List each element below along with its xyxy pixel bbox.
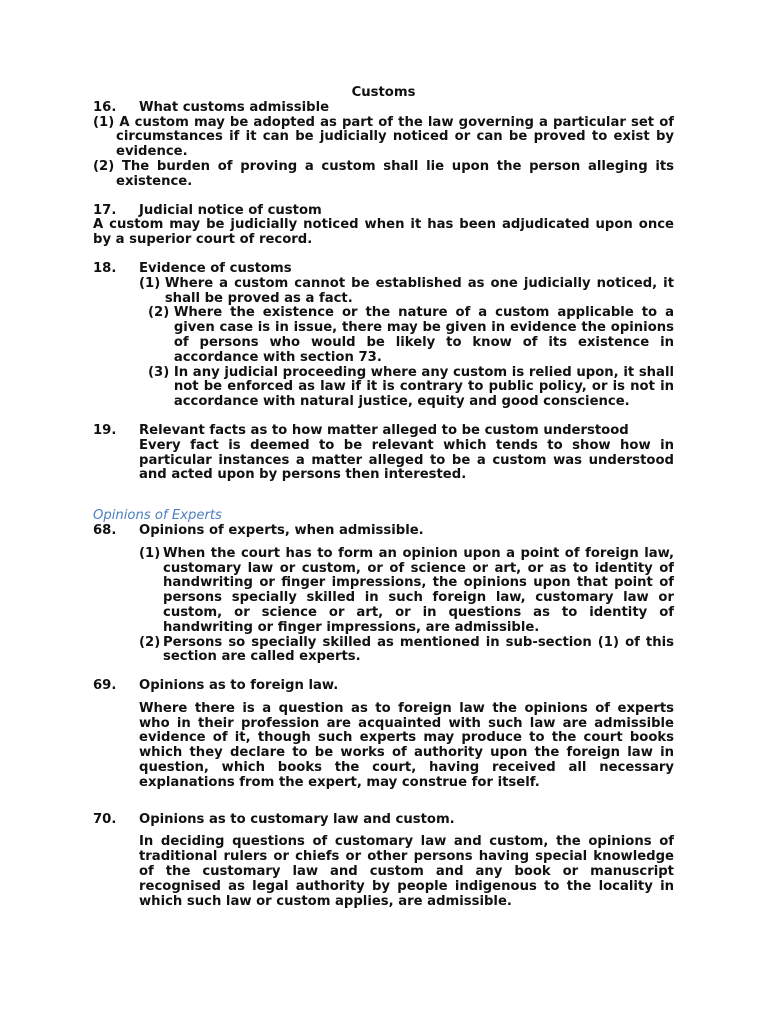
section-number: 19. (93, 422, 117, 438)
section-16-item-2: (2) The burden of proving a custom shall lie upon the person alleging its existence. (93, 158, 674, 189)
section-69-heading (93, 679, 674, 694)
item-text: Where the existence or the nature of a custom applicable to a given case is in issue, there may be given in evidence the opinions of persons who would be likely to know of its existence in accordance with section 73. (173, 305, 674, 365)
section-number: 68. (93, 522, 117, 538)
section-number: 17. (93, 202, 117, 218)
section-16-item-1: (1) A custom may be adopted as part of the law governing a particular set of circumstances if it can be judicially noticed or can be proved to exist by evidence. (93, 114, 674, 160)
document-title: Customs (351, 85, 416, 100)
section-69-body: Where there is a question as to foreign law the opinions of experts who in their profession are acquainted with such law are admissible evidence of it, though such experts may produce to the court books which they declare to be works of authority upon the foreign law in question, which books the court, having received all necessary explanations from the expert, may construe for itself. (139, 700, 674, 790)
section-heading: Relevant facts as to how matter alleged to be custom understood (139, 422, 629, 438)
section-17-heading (93, 204, 674, 219)
section-heading: What customs admissible (139, 99, 330, 115)
section-18-item-3 (148, 366, 674, 410)
section-heading: Judicial notice of custom (139, 202, 322, 218)
item-label: (2) (139, 634, 161, 650)
section-70-body: In deciding questions of customary law and custom, the opinions of traditional rulers or chiefs or other persons having special knowledge of the customary law and custom and any book or manuscript recognised as legal authority by people indigenous to the locality in which such law or custom applies, are admissible. (139, 834, 674, 909)
document-page (93, 86, 674, 909)
section-number: 16. (93, 99, 117, 115)
section-number: 69. (93, 678, 117, 694)
section-19-heading (93, 424, 674, 439)
item-label: (1) (139, 545, 161, 561)
experts-section-heading: Opinions of Experts (93, 508, 222, 524)
item-text: In any judicial proceeding where any custom is relied upon, it shall not be enforced as law if it is contrary to public policy, or is not in accordance with natural justice, equity and good conscience. (173, 364, 674, 410)
section-heading: Opinions as to customary law and custom. (139, 811, 455, 827)
item-text: Persons so specially skilled as mentioned in sub-section (1) of this section are called experts. (163, 634, 674, 665)
section-18-heading (93, 262, 674, 277)
section-70-heading (93, 813, 674, 828)
item-text: When the court has to form an opinion upon a point of foreign law, customary law or custom, or of science or art, or as to identity of handwriting or finger impressions, the opinions upon that point of persons specially skilled in such foreign law, customary law or custom, or science or art, or in questions as to identity of handwriting or finger impressions, are admissible. (163, 545, 674, 635)
section-19-body: Every fact is deemed to be relevant which tends to show how in particular instances a matter alleged to be a custom was understood and acted upon by persons then interested. (139, 437, 674, 483)
section-number: 18. (93, 260, 117, 276)
section-68-item-2 (139, 636, 674, 666)
section-18-item-1 (139, 277, 674, 307)
section-heading: Opinions as to foreign law. (139, 678, 339, 694)
section-heading: Evidence of customs (139, 260, 292, 276)
section-16-heading (93, 101, 674, 116)
section-68-heading (93, 524, 674, 539)
item-label: (3) (148, 364, 174, 380)
section-17-body: A custom may be judicially noticed when it has been adjudicated upon once by a superior court of record. (93, 217, 674, 248)
section-68-item-1 (139, 547, 674, 636)
item-label: (2) (148, 305, 174, 321)
section-heading: Opinions of experts, when admissible. (139, 522, 424, 538)
section-number: 70. (93, 811, 117, 827)
section-18-item-2 (148, 306, 674, 365)
item-label: (1) (139, 275, 165, 291)
item-text: Where a custom cannot be established as one judicially noticed, it shall be proved as a fact. (164, 275, 674, 306)
